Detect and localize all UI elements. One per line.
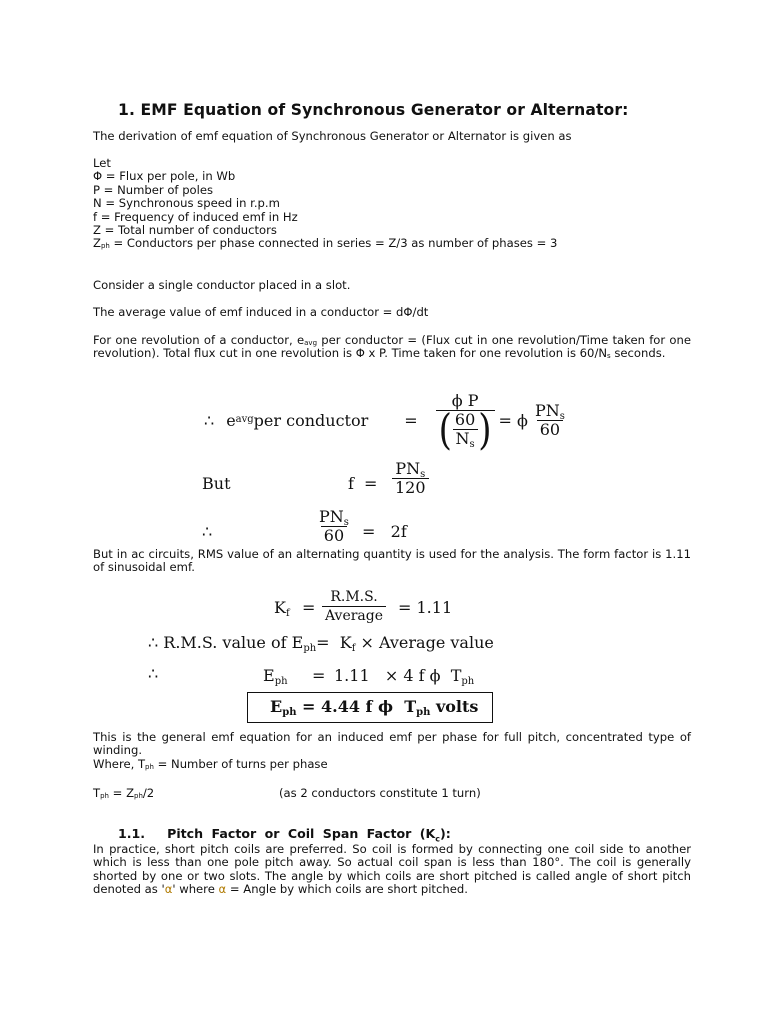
def-zph: $Z_{ph}$ = Conductors per phase connected in series = Z/3 as number of phases = 3	[93, 236, 558, 251]
tph-note: (as 2 conductors constitute 1 turn)	[279, 786, 481, 800]
section-heading-pitch-factor: 1.1. Pitch Factor or Coil Span Factor $(K_c)$:	[118, 826, 451, 844]
fraction-pns-120: $PN_s$ 120	[392, 460, 429, 497]
fraction-pns-60-b: $PN_s$ 60	[319, 507, 349, 545]
equation-eavg: ∴ e avg per conductor = ϕ P ( $\frac{60}{N_s}$ ) = ϕ $\frac{PN_s}{60}$	[204, 388, 568, 452]
where-tph-text: Where, $T_{ph}$ = Number of turns per phase	[93, 757, 328, 771]
alpha-symbol-2: α	[218, 882, 227, 897]
equation-eph-expanded: ∴ $E_{ph}$ = 1.11 × 4 f ϕ $T_{ph}$	[148, 664, 475, 687]
def-conductors: Z = Total number of conductors	[93, 223, 277, 238]
equation-rms-eph: ∴ R.M.S. value of $E_{ph}= K_f$ × Average value	[148, 633, 494, 654]
one-revolution-paragraph: For one revolution of a conductor, $e_{avg}$ per conductor = (Flux cut in one revolution/Time taken for one revolution). Total flux cut in one revolution is Φ x P. Time taken for one revolution is $60/N_s$ seconds.	[93, 333, 692, 361]
pitch-factor-paragraph: In practice, short pitch coils are preferred. So coil is formed by connecting one coil side to another which is less than one pole pitch away. So actual coil span is less than 180°. The coil is generally shorted by one or two slots. The angle by which coils are short pitched is called angle of short pitch denoted as 'α' where α = Angle by which coils are short pitched.	[93, 842, 691, 897]
definitions-block	[93, 157, 557, 251]
def-poles: P = Number of poles	[93, 182, 214, 197]
general-equation-paragraph: This is the general emf equation for an induced emf per phase for full pitch, concentrated type of winding.	[93, 730, 691, 758]
fraction-rms-average: R.M.S. Average	[322, 588, 386, 625]
equation-2f: ∴ $PN_s$ 60 = 2f	[202, 507, 407, 545]
equation-form-factor: $K_f$ = R.M.S. Average = 1.11	[274, 589, 453, 624]
average-emf-text: The average value of emf induced in a conductor = dΦ/dt	[93, 305, 429, 319]
def-speed: N = Synchronous speed in r.p.m	[93, 196, 280, 211]
equation-frequency: But f = $PN_s$ 120	[202, 460, 442, 504]
intro-text: The derivation of emf equation of Synchronous Generator or Alternator is given as	[93, 129, 572, 143]
fraction-phi-p: ϕ P ( $\frac{60}{N_s}$ )	[436, 392, 495, 448]
def-frequency: f = Frequency of induced emf in Hz	[93, 209, 298, 224]
consider-text: Consider a single conductor placed in a slot.	[93, 278, 351, 292]
rms-paragraph: But in ac circuits, RMS value of an alternating quantity is used for the analysis. The form factor is 1.11 of sinusoidal emf.	[93, 547, 691, 575]
fraction-pns-60: $\frac{PN_s}{60}$	[534, 400, 565, 439]
boxed-result: $E_{ph} = 4.44$ f ϕ $T_{ph}$ volts	[247, 692, 493, 723]
let-label: Let	[93, 156, 111, 170]
tph-equation: $T_{ph} = Z_{ph}/2$ (as 2 conductors constitute 1 turn)	[93, 786, 481, 800]
page-title: 1. EMF Equation of Synchronous Generator or Alternator:	[118, 101, 629, 119]
def-flux: Φ = Flux per pole, in Wb	[93, 169, 236, 184]
alpha-symbol: α	[164, 882, 173, 897]
equation-eph-boxed	[247, 692, 493, 723]
